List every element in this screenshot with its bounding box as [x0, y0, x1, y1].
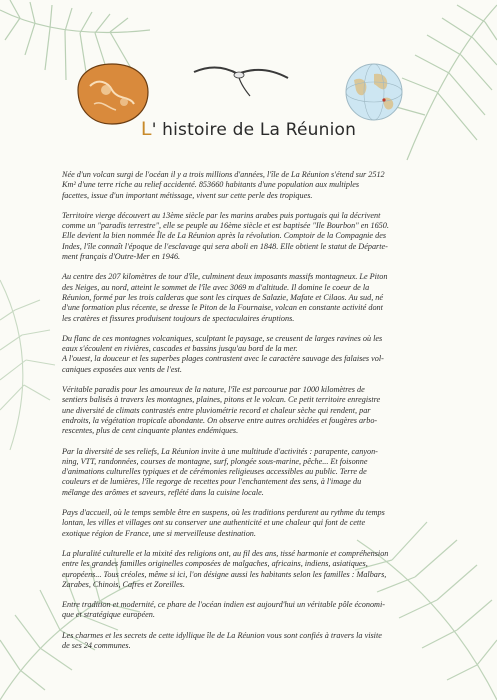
text-line: Les charmes et les secrets de cette idyllique île de La Réunion vous sont confiés à travers la visite	[62, 630, 382, 640]
text-line: Territoire vierge découvert au 13ème siècle par les marins arabes puis portugais qui la décrivent	[62, 210, 381, 220]
paragraph	[62, 600, 436, 621]
text-line: rescentes, plus de cent cinquante plantes endémiques.	[62, 426, 239, 436]
text-line: eaux s'écoulent en rivières, cascades et bassins jusqu'au bord de la mer.	[62, 344, 298, 354]
paragraph	[62, 170, 436, 201]
text-line: Réunion, formé par les trois calderas que sont les cirques de Salazie, Mafate et Cilaos. Au sud, né	[62, 292, 384, 302]
text-line: A l'ouest, la douceur et les superbes plages contrastent avec le caractère sauvage des falaises vol-	[62, 354, 384, 364]
text-line: que et stratégique européen.	[62, 610, 155, 620]
paragraph	[62, 549, 436, 590]
title-initial: L	[140, 118, 152, 140]
page-title	[0, 118, 497, 140]
text-line: Elle devient la bien nommée Île de La Réunion après la révolution. Comptoir de la Compagnie des	[62, 231, 387, 241]
text-line: endroits, la végétation tropicale abondante. On observe entre autres orchidées et fougères arbo-	[62, 415, 378, 425]
body-text	[62, 170, 436, 661]
paragraph	[62, 334, 436, 375]
text-line: comme un "paradis terrestre", elle se peuple au 16ème siècle et est baptisée "Ile Bourbon" en 1650.	[62, 221, 389, 231]
text-line: facettes, issue d'un important métissage, vivent sur cette perle des tropiques.	[62, 190, 313, 200]
text-line: ment français d'Outre-Mer en 1946.	[62, 252, 181, 262]
text-line: entre les grandes familles originelles composées de malgaches, africains, indiens, asiatiques,	[62, 559, 368, 569]
text-line: Née d'un volcan surgi de l'océan il y a trois millions d'années, l'île de La Réunion s'étend sur 2512	[62, 170, 385, 179]
text-line: de ses 24 communes.	[62, 640, 131, 650]
text-line: les cratères et fissures produisent toujours de spectaculaires éruptions.	[62, 313, 295, 323]
text-line: d'une formation plus récente, se dresse le Piton de la Fournaise, volcan en constante activité dont	[62, 303, 383, 313]
paragraph	[62, 385, 436, 436]
text-line: mélange des arômes et saveurs, reflété dans la cuisine locale.	[62, 487, 264, 497]
paragraph	[62, 211, 436, 262]
tropicbird-icon	[192, 58, 292, 98]
text-line: exotique région de France, une si merveilleuse destination.	[62, 528, 256, 538]
text-line: La pluralité culturelle et la mixité des religions ont, au fil des ans, tissé harmonie et compréhension	[62, 548, 389, 558]
paragraph	[62, 447, 436, 498]
text-line: Entre tradition et modernité, ce phare de l'océan indien est aujourd'hui un véritable pôle économi-	[62, 600, 385, 610]
paragraph	[62, 272, 436, 323]
text-line: Km² d'une terre riche au relief accidenté. 853660 habitants d'une population aux multiples	[62, 180, 360, 190]
text-line: des Neiges, au nord, atteint le sommet de l'île avec 3069 m d'altitude. Il domine le coeur de la	[62, 282, 370, 292]
text-line: caniques exposées aux vents de l'est.	[62, 364, 182, 374]
globe-icon	[344, 62, 404, 122]
title-rest: ' histoire de La Réunion	[151, 120, 357, 140]
text-line: Par la diversité de ses reliefs, La Réunion invite à une multitude d'activités : parapente, canyon-	[62, 446, 378, 456]
text-line: Au centre des 207 kilomètres de tour d'île, culminent deux imposants massifs montagneux. Le Piton	[62, 272, 388, 282]
text-line: Pays d'accueil, où le temps semble être en suspens, où les traditions perdurent au rythme du temps	[62, 508, 385, 518]
paragraph	[62, 631, 436, 652]
text-line: ning, VTT, randonnées, courses de montagne, surf, plongée sous-marine, pêche... Et foisonne	[62, 456, 368, 466]
text-line: une diversité de climats contrastés entre pluviométrie record et chaleur sèche qui rendent, par	[62, 405, 371, 415]
text-line: sentiers balisés à travers les montagnes, plaines, pitons et le volcan. Ce petit territoire enregistre	[62, 395, 381, 405]
text-line: Zarabes, Chinois, Cafres et Zoreilles.	[62, 579, 185, 589]
text-line: européens... Tous créoles, même si ici, l'on désigne aussi les habitants selon les familles : Malbars,	[62, 569, 387, 579]
text-line: Indes, l'île connaît l'époque de l'esclavage qui sera aboli en 1848. Elle obtient le statut de Départe-	[62, 241, 388, 251]
text-line: Du flanc de ces montagnes volcaniques, sculptant le paysage, se creusent de larges ravines où les	[62, 333, 383, 343]
paragraph	[62, 508, 436, 539]
text-line: couleurs et de lumières, l'île regorge de recettes pour l'enchantement des sens, à l'image du	[62, 477, 362, 487]
text-line: Véritable paradis pour les amoureux de la nature, l'île est parcourue par 1000 kilomètres de	[62, 385, 365, 395]
text-line: lontan, les villes et villages ont su conserver une authenticité et une chaleur qui font de cette	[62, 518, 366, 528]
palm-leaf-icon	[0, 260, 60, 460]
text-line: d'animations culturelles typiques et de cérémonies religieuses accessibles au public. Terre de	[62, 467, 367, 477]
